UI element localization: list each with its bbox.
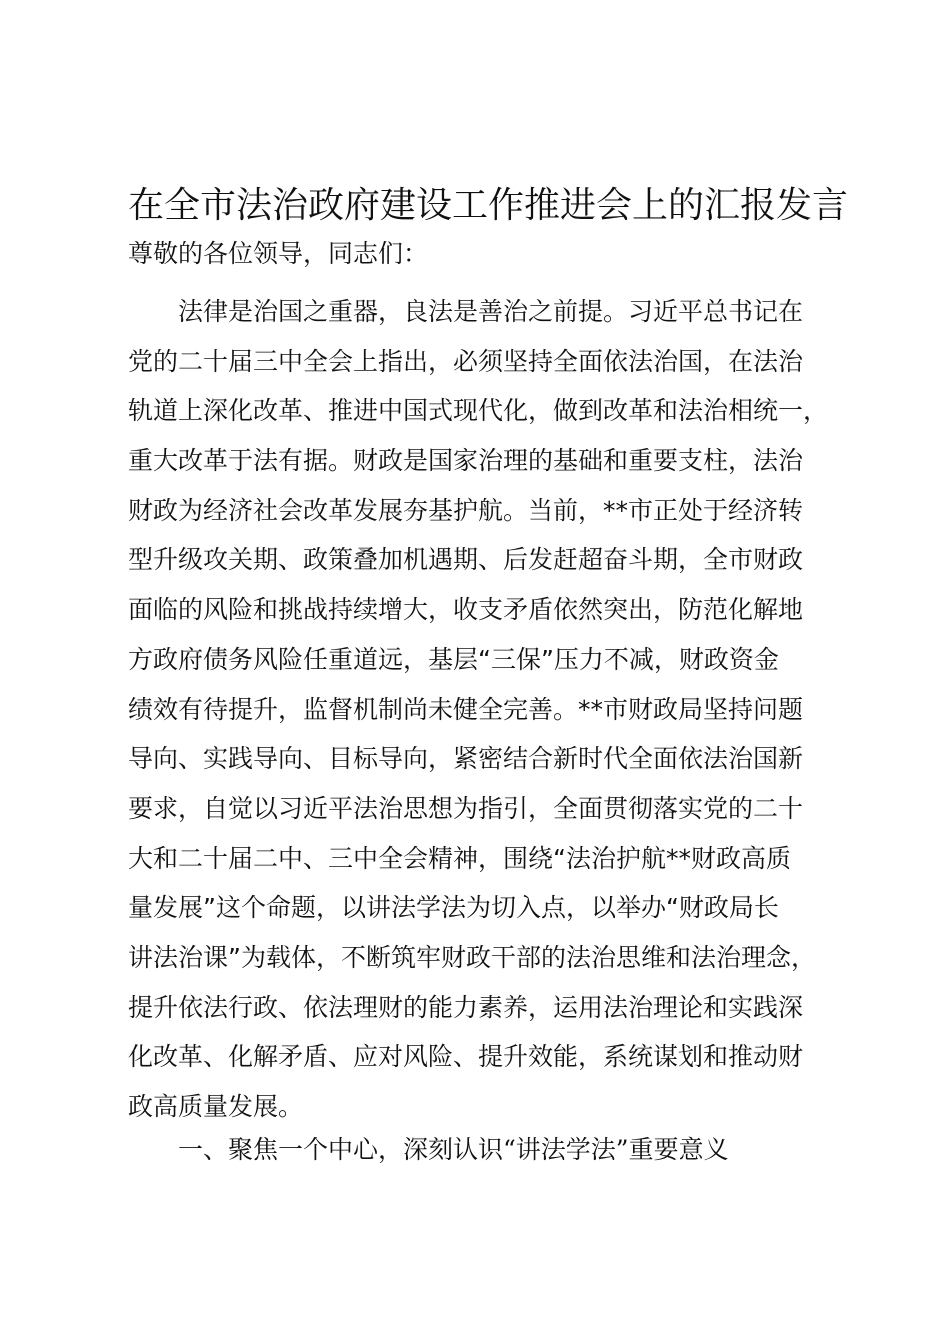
paragraph-line: 重大改革于法有据。财政是国家治理的基础和重要支柱，法治 bbox=[128, 446, 804, 476]
paragraph-line: 绩效有待提升，监督机制尚未健全完善。**市财政局坚持问题 bbox=[128, 694, 804, 724]
paragraph-line: 党的二十届三中全会上指出，必须坚持全面依法治国，在法治 bbox=[128, 346, 804, 376]
salutation: 尊敬的各位领导，同志们： bbox=[128, 239, 429, 268]
paragraph-line: 面临的风险和挑战持续增大，收支矛盾依然突出，防范化解地 bbox=[128, 595, 804, 625]
paragraph-line: 化改革、化解矛盾、应对风险、提升效能，系统谋划和推动财 bbox=[128, 1042, 804, 1072]
paragraph-line: 政高质量发展。 bbox=[128, 1092, 304, 1121]
paragraph-line: 轨道上深化改革、推进中国式现代化，做到改革和法治相统一， bbox=[128, 396, 829, 426]
section-heading: 一、聚焦一个中心，深刻认识“讲法学法”重要意义 bbox=[178, 1135, 729, 1164]
paragraph-line: 要求，自觉以习近平法治思想为指引，全面贯彻落实党的二十 bbox=[128, 793, 804, 823]
paragraph-line: 型升级攻关期、政策叠加机遇期、后发赶超奋斗期，全市财政 bbox=[128, 545, 804, 575]
paragraph-line: 导向、实践导向、目标导向，紧密结合新时代全面依法治国新 bbox=[128, 744, 804, 774]
paragraph-line: 大和二十届二中、三中全会精神，围绕“法治护航**财政高质 bbox=[128, 843, 791, 873]
paragraph-line: 财政为经济社会改革发展夯基护航。当前，**市正处于经济转 bbox=[128, 495, 804, 525]
paragraph-line: 方政府债务风险任重道远，基层“三保”压力不减，财政资金 bbox=[128, 644, 779, 674]
paragraph-line: 量发展”这个命题，以讲法学法为切入点，以举办“财政局长 bbox=[128, 893, 779, 923]
paragraph-line: 法律是治国之重器，良法是善治之前提。习近平总书记在 bbox=[178, 297, 804, 326]
body-paragraph bbox=[128, 287, 850, 1132]
paragraph-line: 讲法治课”为载体，不断筑牢财政干部的法治思维和法治理念， bbox=[128, 942, 816, 972]
paragraph-line: 提升依法行政、依法理财的能力素养，运用法治理论和实践深 bbox=[128, 992, 804, 1022]
document-title: 在全市法治政府建设工作推进会上的汇报发言 bbox=[128, 185, 849, 226]
